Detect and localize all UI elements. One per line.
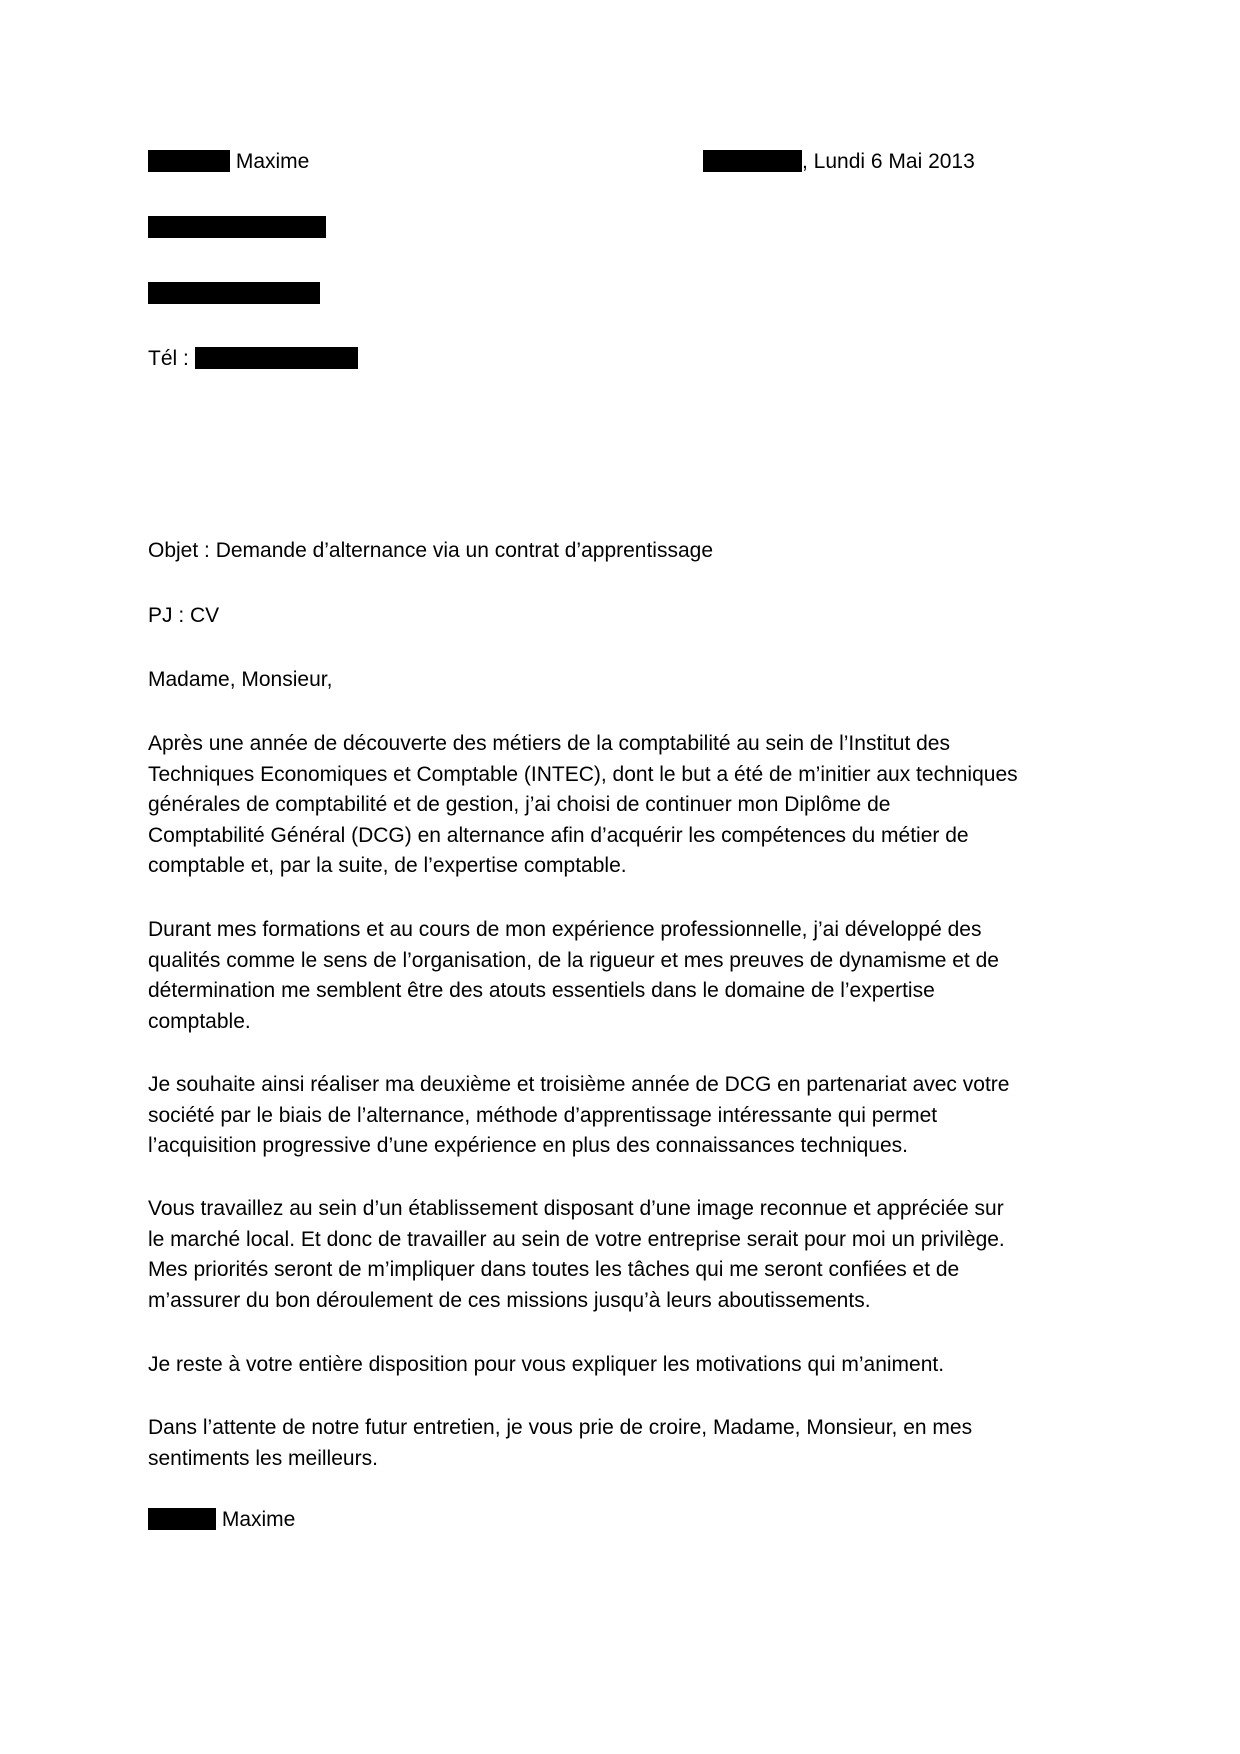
subject-line: Objet : Demande d’alternance via un contrat d’apprentissage xyxy=(148,539,714,562)
paragraph-line: qualités comme le sens de l’organisation, de la rigueur et mes preuves de dynamisme et de xyxy=(148,948,999,972)
address-line-2 xyxy=(148,279,320,309)
signature-line xyxy=(148,1505,295,1535)
paragraph-line: Techniques Economiques et Comptable (INTEC), dont le but a été de m’initier aux techniques xyxy=(148,762,1018,786)
paragraph-line: m’assurer du bon déroulement de ces missions jusqu’à leurs aboutissements. xyxy=(148,1288,871,1312)
sender-name-line xyxy=(148,147,309,177)
paragraph-line: Je reste à votre entière disposition pour vous expliquer les motivations qui m’animent. xyxy=(148,1353,945,1376)
paragraph-line: comptable. xyxy=(148,1009,251,1033)
redacted-phone-number xyxy=(195,347,358,369)
redacted-postal-city xyxy=(148,282,320,304)
body-paragraph-5 xyxy=(148,1350,1108,1381)
paragraph-line: société par le biais de l’alternance, méthode d’apprentissage intéressante qui permet xyxy=(148,1103,938,1127)
redacted-city xyxy=(703,150,802,172)
paragraph-line: Vous travaillez au sein d’un établissement disposant d’une image reconnue et appréciée sur xyxy=(148,1197,1004,1220)
body-paragraph-6 xyxy=(148,1413,1108,1474)
address-line-1 xyxy=(148,213,326,243)
sender-first-name: Maxime xyxy=(235,150,310,173)
paragraph-line: Je souhaite ainsi réaliser ma deuxième et troisième année de DCG en partenariat avec votre xyxy=(148,1073,1010,1096)
paragraph-line: générales de comptabilité et de gestion, j’ai choisi de continuer mon Diplôme de xyxy=(148,793,891,816)
phone-label: Tél : xyxy=(148,347,189,370)
paragraph-line: Durant mes formations et au cours de mon expérience professionnelle, j’ai développé des xyxy=(148,918,982,941)
redacted-street-address xyxy=(148,216,326,238)
paragraph-line: le marché local. Et donc de travailler au sein de votre entreprise serait pour moi un privilège. xyxy=(148,1227,1005,1251)
body-paragraph-4 xyxy=(148,1194,1108,1316)
salutation: Madame, Monsieur, xyxy=(148,668,333,691)
paragraph-line: sentiments les meilleurs. xyxy=(148,1446,378,1470)
paragraph-line: l’acquisition progressive d’une expérience en plus des connaissances techniques. xyxy=(148,1134,908,1157)
body-paragraph-1 xyxy=(148,729,1108,882)
redacted-surname xyxy=(148,150,230,172)
phone-line xyxy=(148,344,358,374)
paragraph-line: comptable et, par la suite, de l’expertise comptable. xyxy=(148,854,627,877)
body-paragraph-3 xyxy=(148,1070,1108,1162)
signature-first-name: Maxime xyxy=(221,1508,296,1531)
attachment-line: PJ : CV xyxy=(148,604,220,627)
paragraph-line: Dans l’attente de notre futur entretien, je vous prie de croire, Madame, Monsieur, en mes xyxy=(148,1416,973,1439)
paragraph-line: Après une année de découverte des métiers de la comptabilité au sein de l’Institut des xyxy=(148,732,950,755)
date-line xyxy=(703,147,975,177)
paragraph-line: détermination me semblent être des atouts essentiels dans le domaine de l’expertise xyxy=(148,979,935,1002)
paragraph-line: Mes priorités seront de m’impliquer dans toutes les tâches qui me seront confiées et de xyxy=(148,1258,960,1281)
letter-date: , Lundi 6 Mai 2013 xyxy=(802,150,975,173)
body-paragraph-2 xyxy=(148,915,1108,1037)
redacted-signature-surname xyxy=(148,1508,216,1530)
paragraph-line: Comptabilité Général (DCG) en alternance afin d’acquérir les compétences du métier de xyxy=(148,823,969,847)
